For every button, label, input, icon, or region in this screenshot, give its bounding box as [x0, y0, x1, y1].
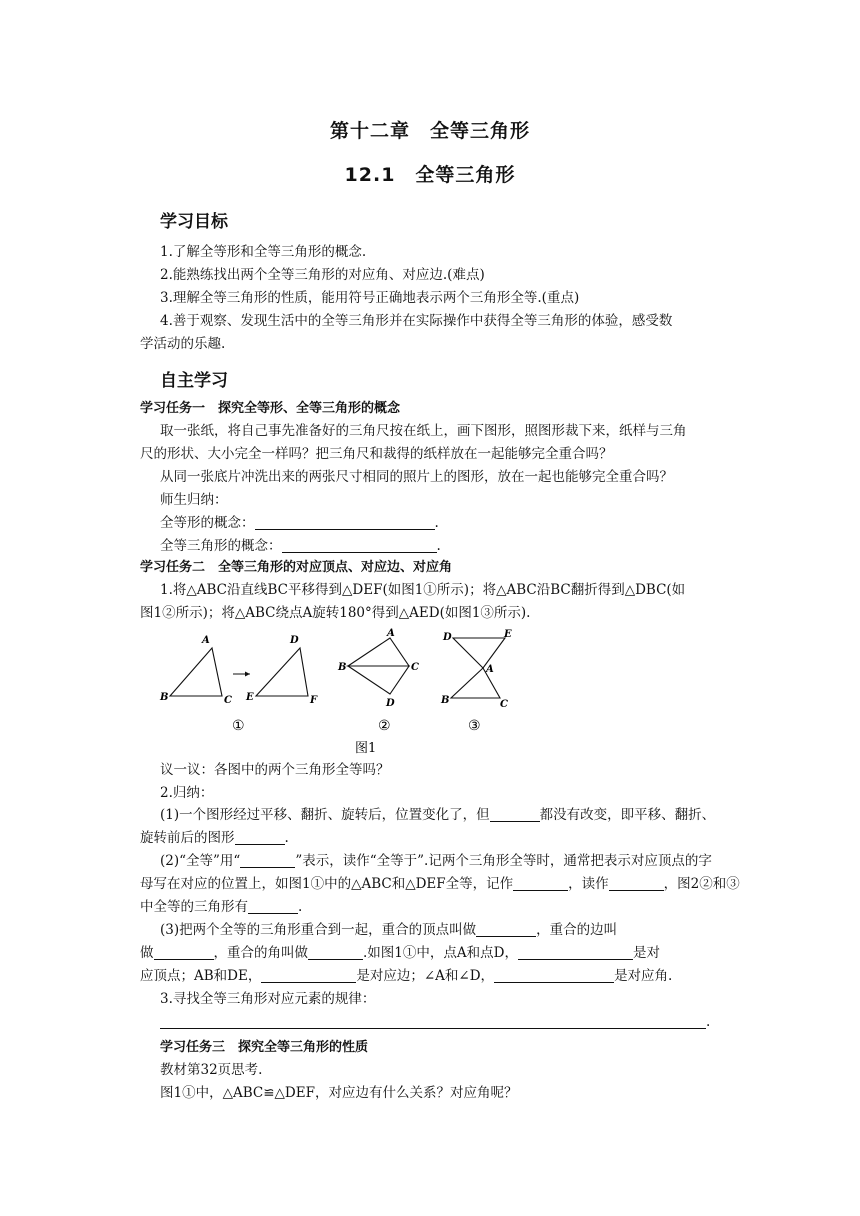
task1-line: 尺的形状、大小完全一样吗？把三角尺和裁得的纸样放在一起能够完全重合吗？ — [140, 446, 613, 462]
vertex-label: E — [246, 692, 254, 703]
vertex-label: A — [387, 628, 395, 639]
answer-blank[interactable] — [240, 853, 295, 868]
summary-p3-cont2 — [140, 967, 672, 985]
answer-blank[interactable] — [513, 876, 568, 891]
answer-blank[interactable] — [518, 945, 633, 960]
answer-blank[interactable] — [160, 1014, 706, 1029]
answer-blank[interactable] — [494, 968, 614, 983]
discuss-line: 议一议：各图中的两个三角形全等吗？ — [160, 762, 390, 778]
task2-intro: 1.将△ABC沿直线BC平移得到△DEF(如图1①所示)；将△ABC沿BC翻折得到△DBC(如 — [160, 582, 686, 598]
summary-p3-cont — [140, 944, 660, 962]
vertex-label: B — [441, 695, 450, 706]
sub-figure-label: ① — [232, 718, 245, 734]
text-span: ，重合的角叫做 — [213, 945, 308, 961]
text-span: 母写在对应的位置上，如图1①中的△ABC和△DEF全等，记作 — [140, 876, 514, 892]
text-span: 应顶点；AB和DE， — [140, 968, 262, 984]
definition-label: 全等三角形的概念： — [160, 538, 282, 554]
objectives-heading: 学习目标 — [160, 212, 228, 232]
vertex-label: D — [290, 635, 299, 646]
triangle-abc — [170, 648, 222, 696]
objective-item: 3.理解全等三角形的性质，能用符号正确地表示两个三角形全等.(重点) — [160, 290, 580, 306]
task3-title: 学习任务三 探究全等三角形的性质 — [160, 1040, 369, 1055]
answer-blank[interactable] — [261, 968, 356, 983]
objective-item: 1.了解全等形和全等三角形的概念. — [160, 244, 367, 260]
answer-blank[interactable] — [282, 538, 437, 553]
task1-line: 师生归纳： — [160, 492, 228, 508]
triangle-def — [256, 648, 308, 696]
triangle-aed — [453, 638, 505, 668]
vertex-label: E — [504, 629, 512, 640]
task2-title: 学习任务二 全等三角形的对应顶点、对应边、对应角 — [140, 560, 453, 575]
task2-intro: 图1②所示)；将△ABC绕点A旋转180°得到△AED(如图1③所示). — [140, 605, 531, 621]
task1-line: 取一张纸，将自己事先准备好的三角尺按在纸上，画下图形，照图形裁下来，纸样与三角 — [160, 423, 687, 439]
text-span: 中全等的三角形有 — [140, 899, 248, 915]
text-span: (2)“全等”用“ — [160, 853, 241, 869]
answer-blank[interactable] — [308, 945, 363, 960]
answer-blank[interactable] — [255, 515, 435, 530]
text-span: 是对 — [632, 945, 660, 961]
figure-1 — [150, 628, 530, 758]
task1-line: 从同一张底片冲洗出来的两张尺寸相同的照片上的图形，放在一起也能够完全重合吗？ — [160, 469, 673, 485]
section-title: 12.1 全等三角形 — [344, 164, 516, 186]
triangle-abc-2 — [348, 638, 409, 666]
summary-p1-cont: 旋转前后的图形 . — [140, 830, 289, 846]
vertex-label: A — [486, 664, 494, 675]
vertex-label: B — [160, 692, 169, 703]
text-span: ，重合的边叫 — [536, 922, 618, 938]
arrow-head — [245, 672, 250, 677]
answer-blank[interactable] — [490, 807, 540, 822]
objective-item: 2.能熟练找出两个全等三角形的对应角、对应边.(难点) — [160, 267, 485, 283]
vertex-label: A — [202, 635, 210, 646]
vertex-label: C — [411, 662, 419, 673]
task3-line: 教材第32页思考. — [160, 1062, 263, 1078]
answer-blank[interactable] — [476, 922, 536, 937]
text-span: .如图1①中，点A和点D， — [363, 945, 518, 961]
rule-line: 3.寻找全等三角形对应元素的规律： — [160, 991, 376, 1007]
objective-item: 学活动的乐趣. — [140, 336, 226, 352]
text-span: ”表示，读作“全等于”.记两个三角形全等时，通常把表示对应顶点的字 — [295, 853, 712, 869]
text-span: 旋转前后的图形 — [140, 830, 235, 846]
text-span: (1)一个图形经过平移、翻折、旋转后，位置变化了，但 — [160, 807, 490, 823]
objective-item: 4.善于观察、发现生活中的全等三角形并在实际操作中获得全等三角形的体验，感受数 — [160, 313, 673, 329]
vertex-label: C — [224, 695, 232, 706]
self-study-heading: 自主学习 — [160, 371, 228, 391]
text-span: 做 — [140, 945, 154, 961]
summary-p2-cont — [140, 875, 740, 893]
sub-figure-label: ② — [378, 718, 391, 734]
definition-label: 全等形的概念： — [160, 515, 255, 531]
text-span: 都没有改变，即平移、翻折、 — [539, 807, 716, 823]
answer-blank[interactable] — [235, 830, 285, 845]
summary-p1 — [160, 806, 715, 824]
text-span: (3)把两个全等的三角形重合到一起，重合的顶点叫做 — [160, 922, 477, 938]
text-span: 是对应边；∠A和∠D， — [356, 968, 495, 984]
vertex-label: D — [386, 698, 395, 709]
summary-p2-cont2: 中全等的三角形有 . — [140, 899, 303, 915]
chapter-title: 第十二章 全等三角形 — [329, 120, 530, 142]
text-span: ，图2②和③ — [663, 876, 740, 892]
task1-title: 学习任务一 探究全等形、全等三角形的概念 — [140, 401, 401, 416]
vertex-label: B — [338, 662, 347, 673]
vertex-label: C — [500, 699, 508, 710]
congruent-figure-definition: 全等形的概念： . — [160, 515, 439, 531]
task3-line: 图1①中，△ABC≌△DEF，对应边有什么关系？对应角呢？ — [160, 1085, 518, 1101]
text-span: ，读作 — [568, 876, 609, 892]
figure-caption: 图1 — [355, 741, 377, 756]
vertex-label: F — [310, 695, 318, 706]
answer-blank[interactable] — [609, 876, 664, 891]
rule-answer: . — [160, 1013, 710, 1031]
vertex-label: D — [443, 632, 452, 643]
congruent-triangle-definition: 全等三角形的概念： . — [160, 538, 441, 554]
answer-blank[interactable] — [248, 899, 298, 914]
summary-p3 — [160, 921, 617, 939]
answer-blank[interactable] — [154, 945, 214, 960]
sub-figure-label: ③ — [468, 718, 481, 734]
summary-line: 2.归纳： — [160, 785, 214, 801]
summary-p2 — [160, 852, 712, 870]
triangle-dbc — [348, 666, 409, 694]
text-span: 是对应角. — [614, 968, 673, 984]
